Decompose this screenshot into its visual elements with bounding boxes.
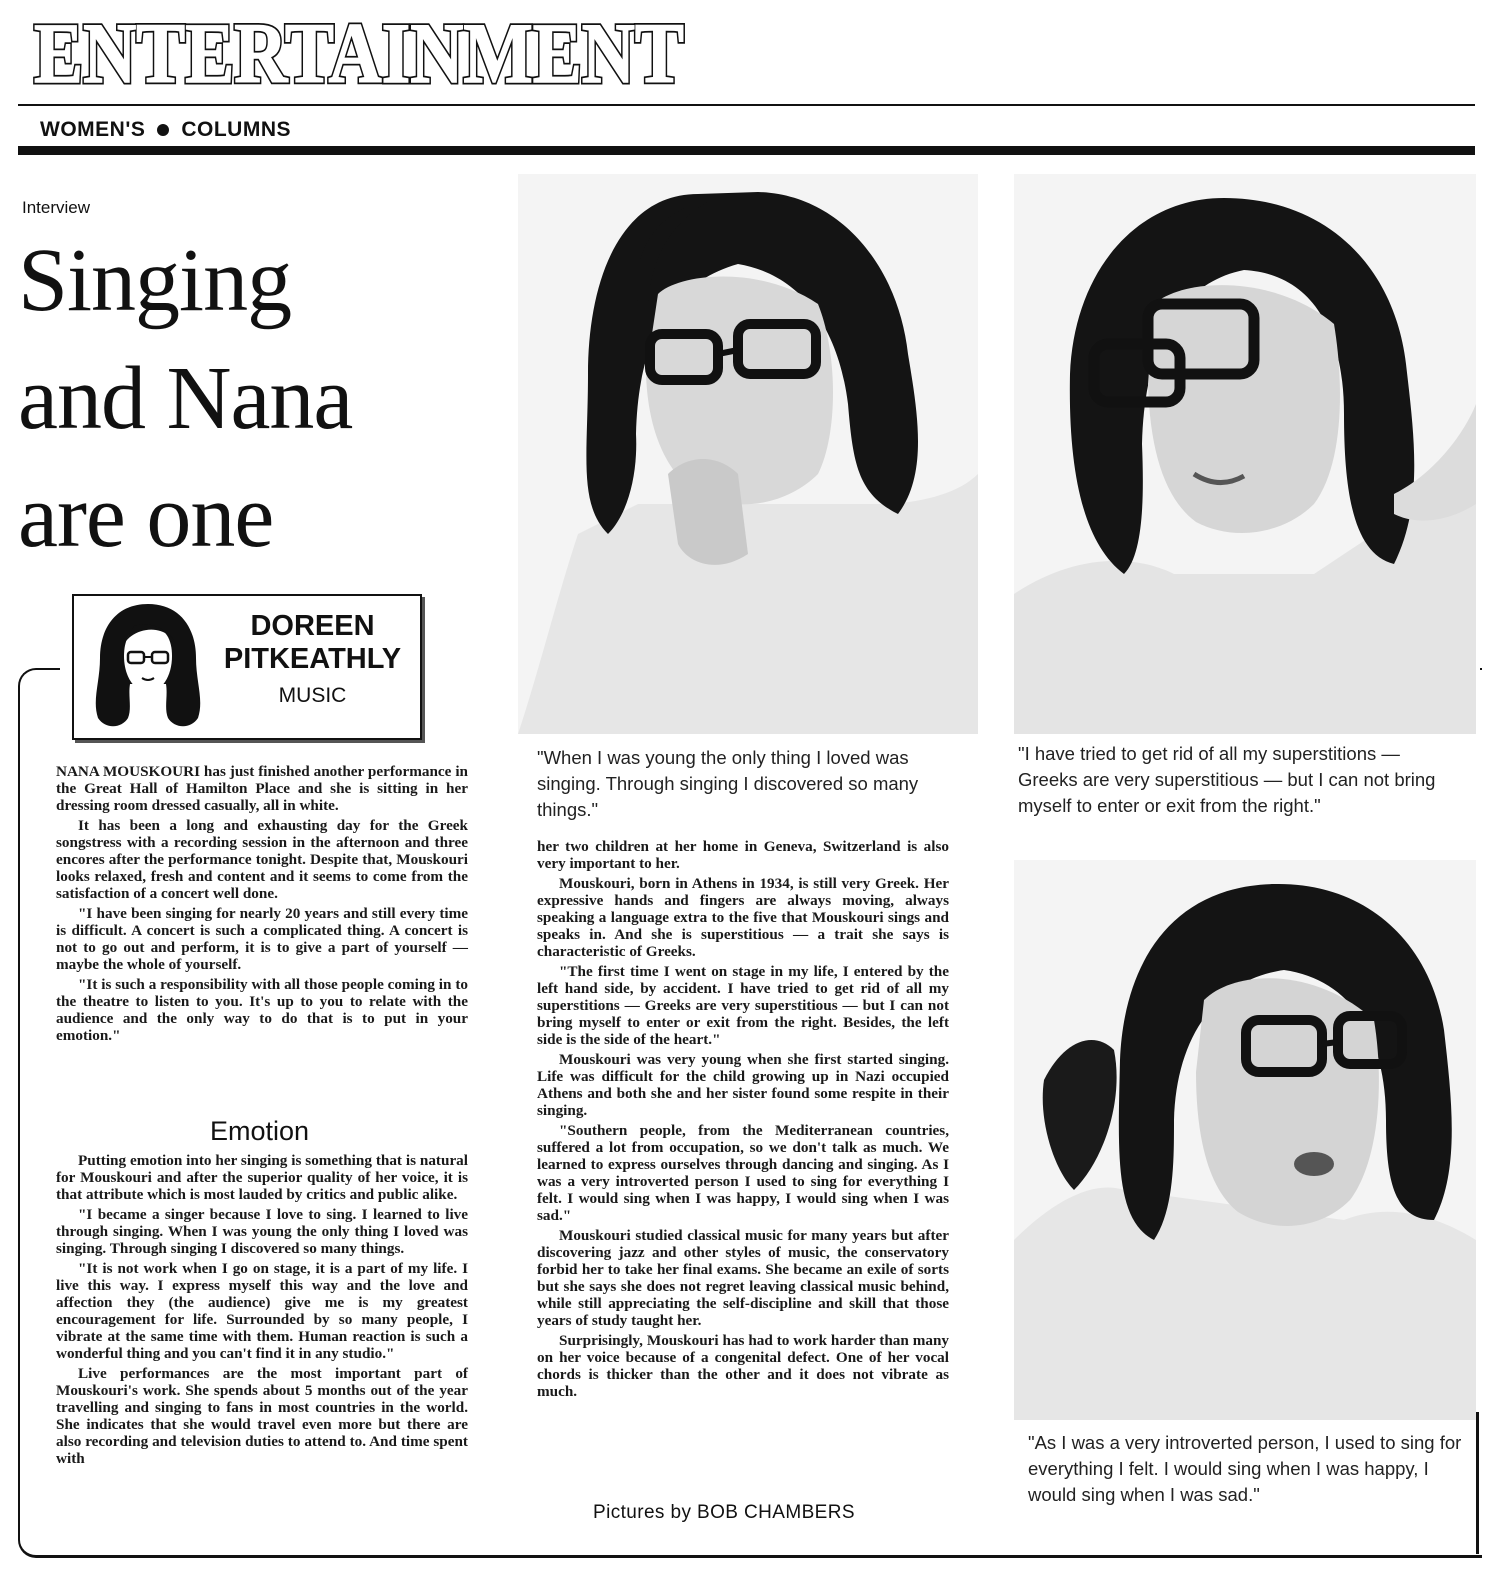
kicker: Interview: [22, 198, 91, 217]
paragraph: Putting emotion into her singing is something that is natural for Mouskouri and after the superior quality of her voice, it is that attribute which is most lauded by critics and public alike.: [56, 1152, 468, 1203]
byline-first-name: DOREEN: [250, 610, 375, 642]
photo-portrait-speaking: [1014, 860, 1476, 1420]
bullet-icon: [157, 124, 169, 136]
byline-role: MUSIC: [278, 684, 347, 707]
paragraph: "The first time I went on stage in my life, I entered by the left hand side, by accident. I have tried to get rid of all my superstitions — Greeks are very superstitious — but I can not bring myself to enter or exit from the right. Besides, the left side is the side of the heart.": [537, 963, 949, 1048]
subhead: Emotion: [210, 1116, 310, 1146]
article-column-1: [56, 763, 468, 1047]
paragraph: It has been a long and exhausting day for the Greek songstress with a recording session in the afternoon and three encores after the performance tonight. Despite that, Mouskouri looks relaxed, fresh and content and it seems to come from the satisfaction of a concert well done.: [56, 817, 468, 902]
paragraph: "I have been singing for nearly 20 years and still every time is difficult. A concert is such a complicated thing. A concert is not to go out and perform, it is to give a part of yourself — maybe the whole of yourself.: [56, 905, 468, 973]
masthead-rule: [18, 104, 1475, 106]
paragraph: NANA MOUSKOURI has just finished another performance in the Great Hall of Hamilton Place and she is sitting in her dressing room dressed casually, all in white.: [56, 763, 468, 814]
paragraph: Mouskouri was very young when she first started singing. Life was difficult for the child growing up in Nazi occupied Athens and both she and her sister found some respite in their singing.: [537, 1051, 949, 1119]
section-label-right: COLUMNS: [181, 118, 291, 141]
svg-text:ENTERTAINMENT: ENTERTAINMENT: [34, 10, 684, 95]
headline: [18, 222, 508, 576]
paragraph: Mouskouri, born in Athens in 1934, is still very Greek. Her expressive hands and fingers are always moving, always speaking a language extra to the five that Mouskouri sings and speaks in. And she is superstitious — a trait she says is characteristic of Greeks.: [537, 875, 949, 960]
columnist-portrait-icon: [88, 600, 208, 734]
paragraph: Live performances are the most important part of Mouskouri's work. She spends about 5 months out of the year travelling and singing to fans in most countries in the world. She indicates that she would travel even more but there are also recording and television duties to attend to. And time spent with: [56, 1365, 468, 1467]
article-column-2: [537, 838, 949, 1403]
byline-name: [210, 610, 415, 676]
paragraph: "It is such a responsibility with all those people coming in to the theatre to listen to you. It's up to you to relate with the audience and the only way to do that is to put in your emotion.": [56, 976, 468, 1044]
section-bar: [40, 118, 291, 142]
byline-last-name: PITKEATHLY: [223, 643, 402, 675]
byline-box: [72, 594, 422, 740]
photo-portrait-gesturing: [1014, 174, 1476, 734]
svg-text:ENTERTAINMENT: ENTERTAINMENT: [34, 10, 684, 95]
headline-line: are one: [18, 467, 274, 566]
paragraph: Mouskouri studied classical music for many years but after discovering jazz and other styles of music, the conservatory forbid her to take her final exams. She became an exile of sorts but she says she does not regret leaving classical music behind, while still appreciating the self-discipline and skill that those years of study taught her.: [537, 1227, 949, 1329]
paragraph: Surprisingly, Mouskouri has had to work harder than many on her voice because of a congenital defect. One of her vocal chords is thicker than the other and it does not vibrate as much.: [537, 1332, 949, 1400]
paragraph: "It is not work when I go on stage, it is a part of my life. I live this way. I express myself this way and the love and affection they (the audience) give me is my greatest encouragement for life. Surrounded by so many people, I vibrate at the same time with them. Human reaction is such a wonderful thing and you can't find it in any studio.": [56, 1260, 468, 1362]
paragraph: "Southern people, from the Mediterranean countries, suffered a lot from occupation, so we don't talk as much. We learned to express ourselves through dancing and singing. As I was a very introverted person I used to sing for everything I felt. I would sing when I was happy, I would sing when I was sad.": [537, 1122, 949, 1224]
paragraph: her two children at her home in Geneva, Switzerland is also very important to her.: [537, 838, 949, 872]
photo-credit: Pictures by BOB CHAMBERS: [593, 1502, 855, 1523]
masthead-title: [30, 10, 690, 95]
section-rule: [18, 146, 1475, 155]
paragraph: "I became a singer because I love to sing. I learned to live through singing. When I was young the only thing I loved was singing. Through singing I discovered so many things.: [56, 1206, 468, 1257]
photo-caption: "I have tried to get rid of all my superstitions — Greeks are very superstitious — but I can not bring myself to enter or exit from the right.": [1018, 743, 1436, 816]
photo-caption: "As I was a very introverted person, I used to sing for everything I felt. I would sing when I was happy, I would sing when I was sad.": [1028, 1432, 1462, 1505]
section-label-left: WOMEN'S: [40, 118, 146, 141]
photo-caption: "When I was young the only thing I loved was singing. Through singing I discovered so many things.": [537, 747, 919, 820]
headline-line: Singing: [18, 231, 292, 330]
article-column-1b: [56, 1152, 468, 1470]
photo-portrait-hand-on-chin: [518, 174, 978, 734]
frame-right-rule: [1476, 1412, 1479, 1554]
headline-line: and Nana: [18, 349, 353, 448]
